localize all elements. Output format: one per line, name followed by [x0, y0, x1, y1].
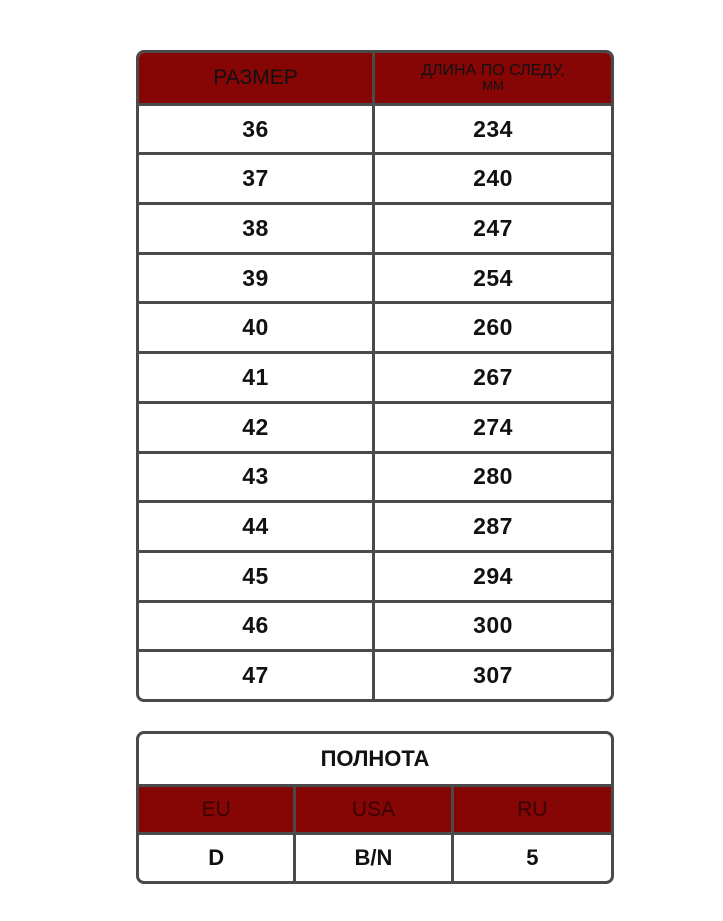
- size-chart-table: [136, 50, 614, 702]
- size-cell: 36: [139, 103, 375, 153]
- fullness-header-ru: RU: [454, 787, 611, 835]
- fullness-value-usa: B/N: [296, 835, 453, 881]
- fullness-grid: [139, 787, 611, 881]
- length-cell: 240: [375, 152, 611, 202]
- header-foot-length-title: ДЛИНА ПО СЛЕДУ,: [421, 62, 565, 80]
- length-cell: 300: [375, 600, 611, 650]
- length-cell: 307: [375, 649, 611, 699]
- fullness-title: ПОЛНОТА: [139, 734, 611, 787]
- fullness-table: [136, 731, 614, 884]
- fullness-header-eu: EU: [139, 787, 296, 835]
- length-cell: 294: [375, 550, 611, 600]
- length-cell: 287: [375, 500, 611, 550]
- header-foot-length: [375, 53, 611, 103]
- length-cell: 274: [375, 401, 611, 451]
- size-cell: 43: [139, 451, 375, 501]
- length-cell: 280: [375, 451, 611, 501]
- size-cell: 45: [139, 550, 375, 600]
- size-cell: 38: [139, 202, 375, 252]
- size-cell: 41: [139, 351, 375, 401]
- size-cell: 42: [139, 401, 375, 451]
- fullness-value-ru: 5: [526, 845, 539, 870]
- header-size: РАЗМЕР: [139, 53, 375, 103]
- size-cell: 47: [139, 649, 375, 699]
- size-cell: 44: [139, 500, 375, 550]
- size-cell: 37: [139, 152, 375, 202]
- header-foot-length-unit: ММ: [482, 78, 504, 94]
- fullness-value-eu: D: [139, 835, 296, 881]
- length-cell: 254: [375, 252, 611, 302]
- length-cell: 260: [375, 301, 611, 351]
- length-cell: 247: [375, 202, 611, 252]
- fullness-header-usa: USA: [296, 787, 453, 835]
- length-cell: 234: [375, 103, 611, 153]
- length-cell: 267: [375, 351, 611, 401]
- size-cell: 39: [139, 252, 375, 302]
- size-cell: 40: [139, 301, 375, 351]
- size-cell: 46: [139, 600, 375, 650]
